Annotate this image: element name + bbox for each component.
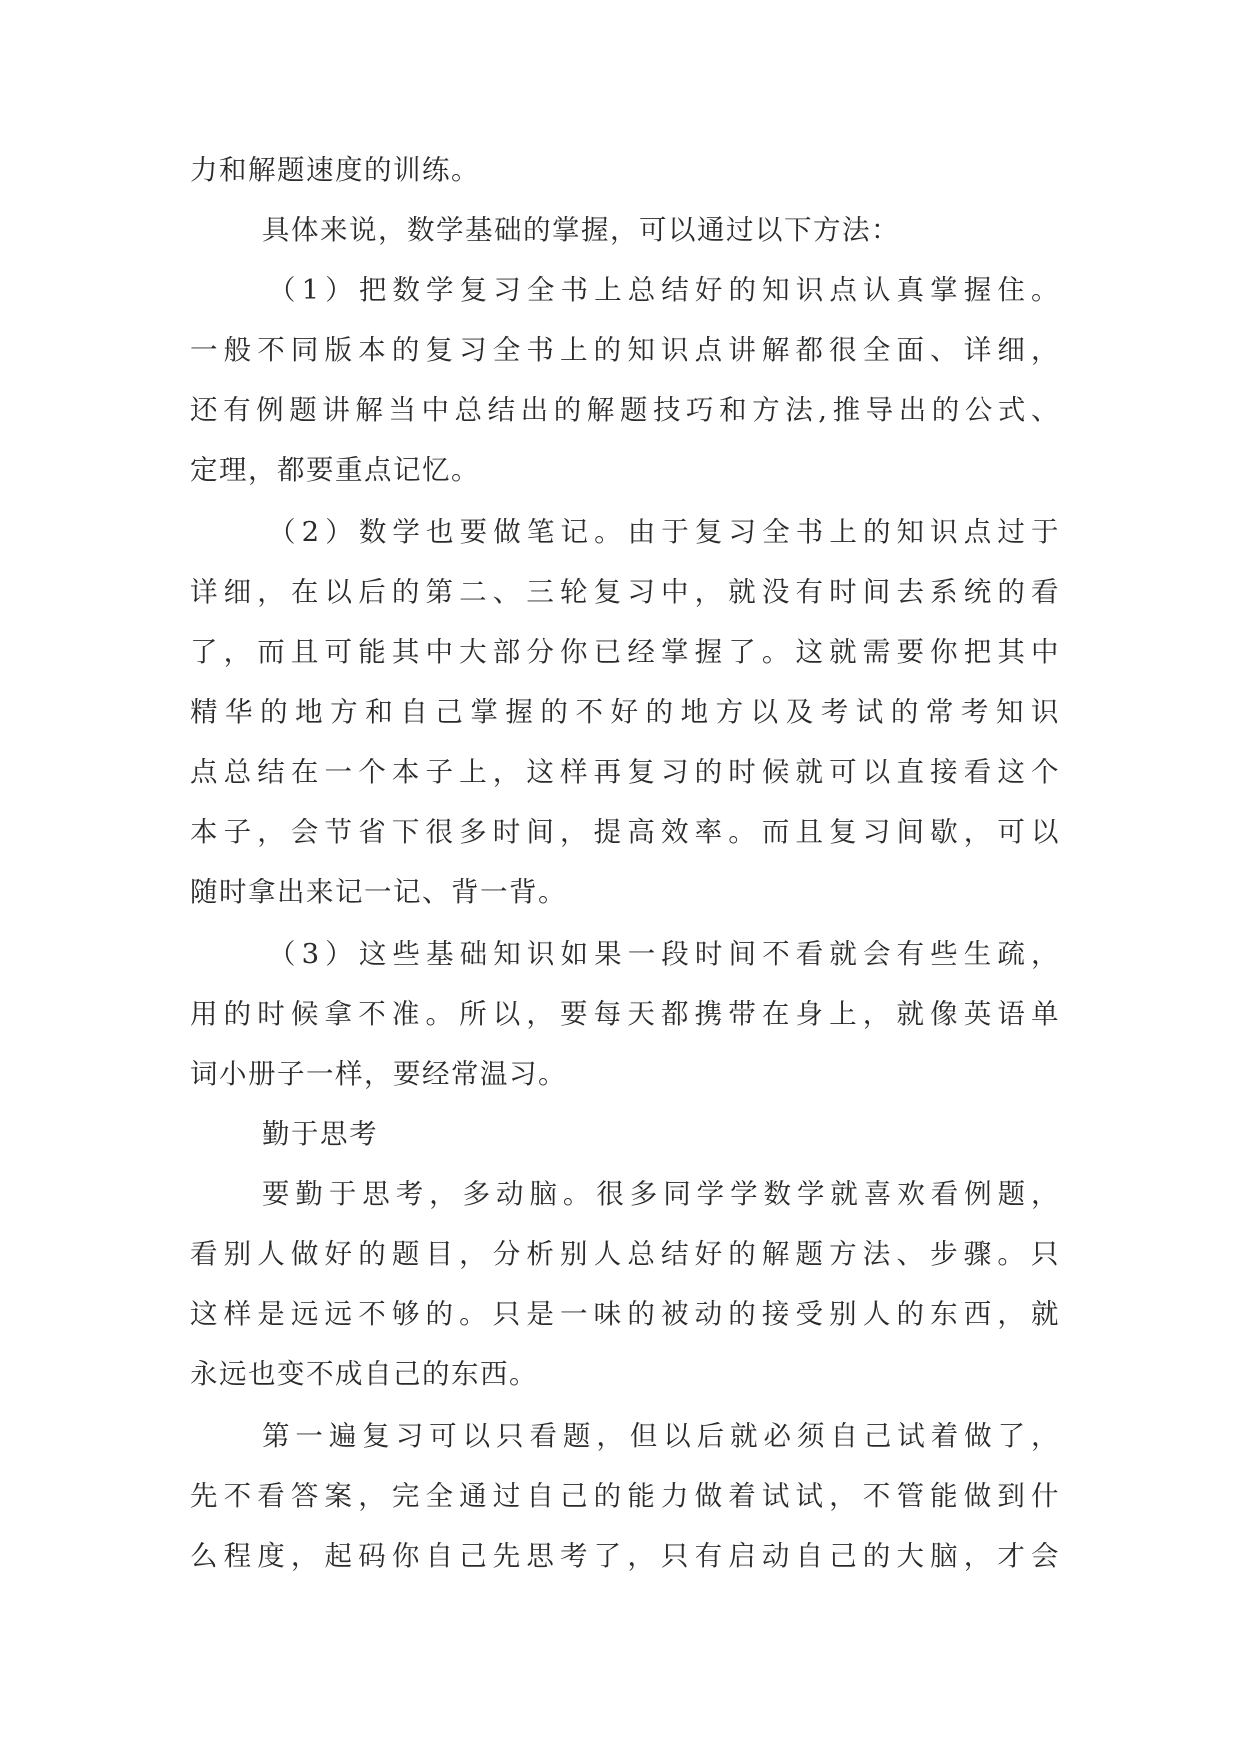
text-line: （1）把数学复习全书上总结好的知识点认真掌握住。 xyxy=(268,274,1060,306)
text-line: 了，而且可能其中大部分你已经掌握了。这就需要你把其中 xyxy=(190,636,1060,668)
text-line: 先不看答案，完全通过自己的能力做着试试，不管能做到什 xyxy=(190,1480,1060,1512)
text-line: 定理，都要重点记忆。 xyxy=(190,454,480,486)
text-line: 具体来说，数学基础的掌握，可以通过以下方法： xyxy=(262,214,900,246)
text-line: 点总结在一个本子上，这样再复习的时候就可以直接看这个 xyxy=(190,756,1060,788)
section-heading: 勤于思考 xyxy=(262,1118,378,1150)
text-line: 本子，会节省下很多时间，提高效率。而且复习间歇，可以 xyxy=(190,816,1060,848)
text-line: 要勤于思考，多动脑。很多同学学数学就喜欢看例题， xyxy=(262,1178,1060,1210)
text-line: 还有例题讲解当中总结出的解题技巧和方法,推导出的公式、 xyxy=(190,394,1060,426)
text-line: 看别人做好的题目，分析别人总结好的解题方法、步骤。只 xyxy=(190,1238,1060,1270)
text-line: 词小册子一样，要经常温习。 xyxy=(190,1058,567,1090)
text-line: 力和解题速度的训练。 xyxy=(190,154,480,186)
text-line: 这样是远远不够的。只是一味的被动的接受别人的东西，就 xyxy=(190,1298,1060,1330)
text-line: （2）数学也要做笔记。由于复习全书上的知识点过于 xyxy=(268,516,1060,548)
text-line: 精华的地方和自己掌握的不好的地方以及考试的常考知识 xyxy=(190,696,1060,728)
text-line: 详细，在以后的第二、三轮复习中，就没有时间去系统的看 xyxy=(190,576,1060,608)
text-line: 一般不同版本的复习全书上的知识点讲解都很全面、详细， xyxy=(190,334,1060,366)
text-line: （3）这些基础知识如果一段时间不看就会有些生疏， xyxy=(268,938,1060,970)
text-line: 用的时候拿不准。所以，要每天都携带在身上，就像英语单 xyxy=(190,998,1060,1030)
text-line: 第一遍复习可以只看题，但以后就必须自己试着做了， xyxy=(262,1420,1060,1452)
text-line: 随时拿出来记一记、背一背。 xyxy=(190,876,567,908)
text-line: 永远也变不成自己的东西。 xyxy=(190,1358,538,1390)
text-line: 么程度，起码你自己先思考了，只有启动自己的大脑，才会 xyxy=(190,1540,1060,1572)
